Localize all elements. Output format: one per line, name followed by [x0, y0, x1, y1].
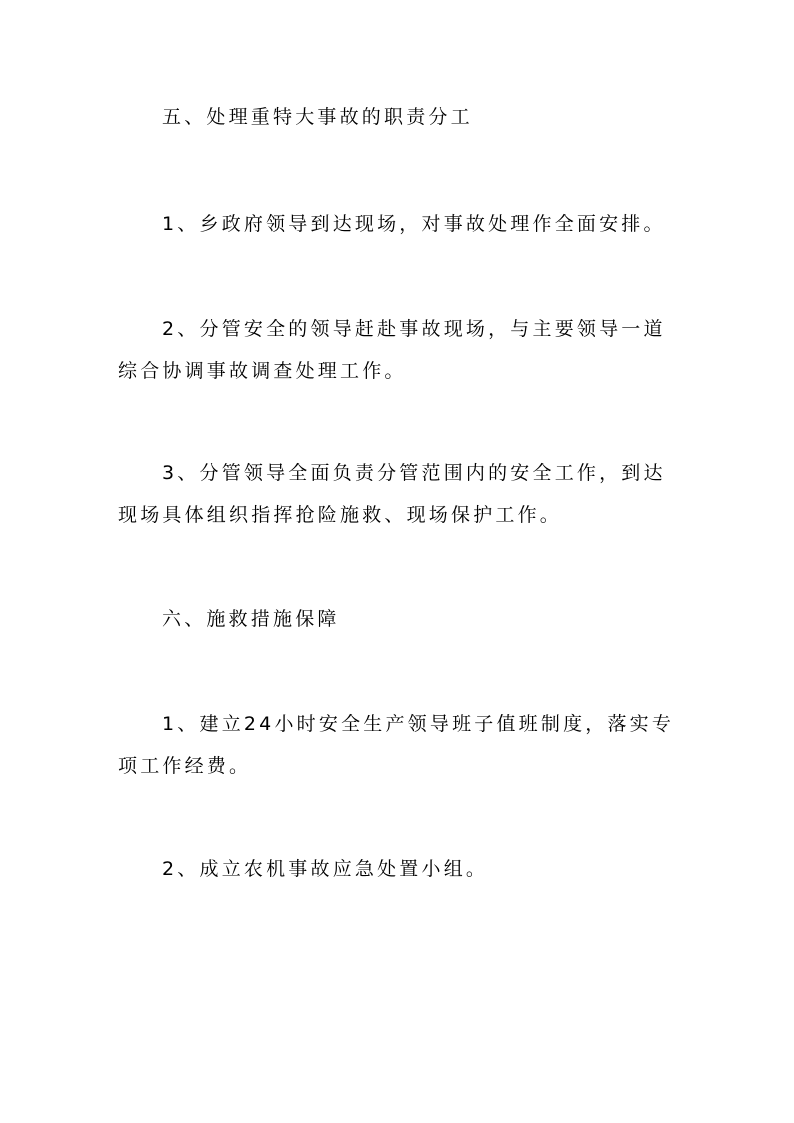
paragraph-item-3: 3、分管领导全面负责分管范围内的安全工作，到达现场具体组织指挥抢险施救、现场保护工作。 — [118, 462, 666, 526]
paragraph-item-1: 1、乡政府领导到达现场，对事故处理作全面安排。 — [162, 213, 666, 235]
section-heading-5: 五、处理重特大事故的职责分工 — [162, 106, 473, 128]
paragraph-item-6-1: 1、建立24小时安全生产领导班子值班制度，落实专项工作经费。 — [118, 713, 675, 777]
section-heading-6: 六、施救措施保障 — [162, 608, 340, 630]
paragraph-item-6-2: 2、成立农机事故应急处置小组。 — [162, 858, 489, 880]
paragraph-item-2: 2、分管安全的领导赶赴事故现场，与主要领导一道综合协调事故调查处理工作。 — [118, 318, 666, 382]
